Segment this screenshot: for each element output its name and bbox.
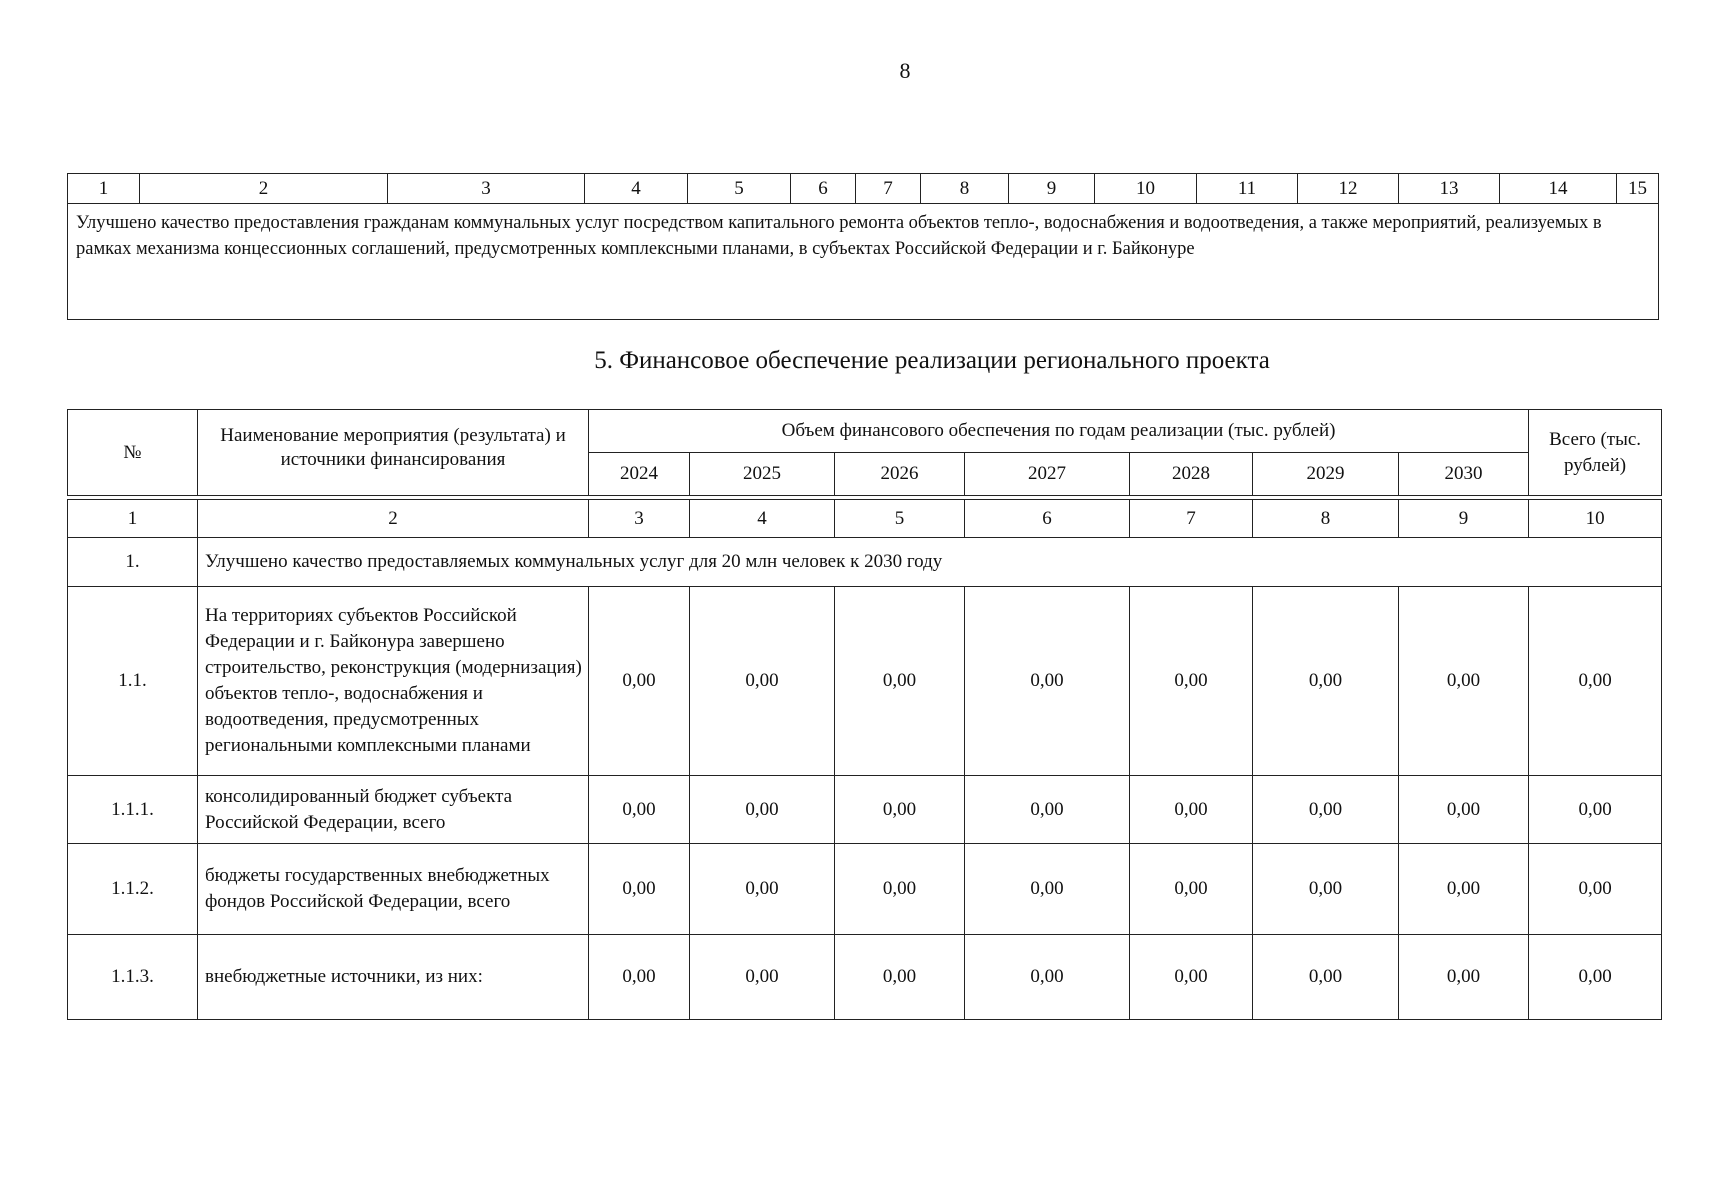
col-index-cell: 5 — [835, 500, 965, 538]
header-number: № — [68, 410, 198, 496]
row-value: 0,00 — [1253, 587, 1399, 776]
header-year: 2030 — [1399, 453, 1529, 496]
row-total: 0,00 — [1529, 587, 1662, 776]
header-row — [68, 410, 1662, 453]
row-value: 0,00 — [965, 844, 1130, 935]
col-index-cell: 14 — [1500, 174, 1617, 204]
col-index-cell: 4 — [585, 174, 688, 204]
row-value: 0,00 — [690, 776, 835, 844]
col-index-cell: 2 — [140, 174, 388, 204]
row-name: бюджеты государственных внебюджетных фондов Российской Федерации, всего — [198, 844, 589, 935]
row-value: 0,00 — [589, 935, 690, 1020]
row-value: 0,00 — [1399, 844, 1529, 935]
row-value: 0,00 — [835, 935, 965, 1020]
row-value: 0,00 — [1130, 776, 1253, 844]
header-volume: Объем финансового обеспечения по годам реализации (тыс. рублей) — [589, 410, 1529, 453]
row-value: 0,00 — [1130, 587, 1253, 776]
row-value: 0,00 — [1130, 844, 1253, 935]
goal-number: 1. — [68, 538, 198, 587]
column-index-row — [68, 500, 1662, 538]
col-index-cell: 15 — [1617, 174, 1659, 204]
row-value: 0,00 — [1253, 844, 1399, 935]
result-text: Улучшено качество предоставления гражданам коммунальных услуг посредством капитального ремонта объектов тепло-, водоснабжения и водоотведения, а также мероприятий, реализуемых в рамках механизма концессионных соглашений, предусмотренных комплексными планами, в субъектах Российской Федерации и г. Байконуре — [68, 204, 1659, 320]
row-number: 1.1.1. — [68, 776, 198, 844]
col-index-cell: 7 — [1130, 500, 1253, 538]
row-name: консолидированный бюджет субъекта Российской Федерации, всего — [198, 776, 589, 844]
col-index-cell: 8 — [921, 174, 1009, 204]
row-value: 0,00 — [835, 587, 965, 776]
col-index-cell: 10 — [1095, 174, 1197, 204]
row-value: 0,00 — [1399, 935, 1529, 1020]
row-value: 0,00 — [1253, 935, 1399, 1020]
row-name: На территориях субъектов Российской Федерации и г. Байконура завершено строительство, реконструкция (модернизация) объектов тепло-, водоснабжения и водоотведения, предусмотренных региональными комплексными планами — [198, 587, 589, 776]
table-row — [68, 587, 1662, 776]
header-year: 2028 — [1130, 453, 1253, 496]
header-year: 2024 — [589, 453, 690, 496]
col-index-cell: 6 — [791, 174, 856, 204]
row-value: 0,00 — [1399, 587, 1529, 776]
continuation-table — [67, 173, 1659, 320]
row-total: 0,00 — [1529, 935, 1662, 1020]
row-total: 0,00 — [1529, 776, 1662, 844]
row-value: 0,00 — [965, 587, 1130, 776]
goal-text: Улучшено качество предоставляемых коммунальных услуг для 20 млн человек к 2030 году — [198, 538, 1662, 587]
row-value: 0,00 — [835, 776, 965, 844]
header-year: 2025 — [690, 453, 835, 496]
result-row — [68, 204, 1659, 320]
row-total: 0,00 — [1529, 844, 1662, 935]
row-name: внебюджетные источники, из них: — [198, 935, 589, 1020]
col-index-cell: 10 — [1529, 500, 1662, 538]
table-row — [68, 776, 1662, 844]
header-name: Наименование мероприятия (результата) и источники финансирования — [198, 410, 589, 496]
col-index-cell: 8 — [1253, 500, 1399, 538]
row-number: 1.1.3. — [68, 935, 198, 1020]
col-index-cell: 6 — [965, 500, 1130, 538]
financing-table — [67, 409, 1662, 1020]
column-index-row — [68, 174, 1659, 204]
section-title: 5. Финансовое обеспечение реализации регионального проекта — [594, 347, 1270, 374]
col-index-cell: 1 — [68, 174, 140, 204]
col-index-cell: 13 — [1399, 174, 1500, 204]
col-index-cell: 5 — [688, 174, 791, 204]
row-value: 0,00 — [690, 844, 835, 935]
row-value: 0,00 — [589, 844, 690, 935]
row-value: 0,00 — [589, 587, 690, 776]
col-index-cell: 1 — [68, 500, 198, 538]
col-index-cell: 12 — [1298, 174, 1399, 204]
row-value: 0,00 — [965, 935, 1130, 1020]
goal-row — [68, 538, 1662, 587]
row-value: 0,00 — [1253, 776, 1399, 844]
row-value: 0,00 — [589, 776, 690, 844]
row-value: 0,00 — [690, 587, 835, 776]
header-year: 2029 — [1253, 453, 1399, 496]
table-row — [68, 935, 1662, 1020]
row-value: 0,00 — [965, 776, 1130, 844]
col-index-cell: 9 — [1399, 500, 1529, 538]
header-year: 2027 — [965, 453, 1130, 496]
col-index-cell: 11 — [1197, 174, 1298, 204]
row-number: 1.1.2. — [68, 844, 198, 935]
col-index-cell: 2 — [198, 500, 589, 538]
table-row — [68, 844, 1662, 935]
col-index-cell: 3 — [589, 500, 690, 538]
row-value: 0,00 — [835, 844, 965, 935]
row-value: 0,00 — [690, 935, 835, 1020]
page-number: 8 — [899, 58, 911, 83]
col-index-cell: 9 — [1009, 174, 1095, 204]
row-value: 0,00 — [1399, 776, 1529, 844]
header-total: Всего (тыс. рублей) — [1529, 410, 1662, 496]
col-index-cell: 7 — [856, 174, 921, 204]
row-number: 1.1. — [68, 587, 198, 776]
col-index-cell: 4 — [690, 500, 835, 538]
row-value: 0,00 — [1130, 935, 1253, 1020]
col-index-cell: 3 — [388, 174, 585, 204]
header-year: 2026 — [835, 453, 965, 496]
